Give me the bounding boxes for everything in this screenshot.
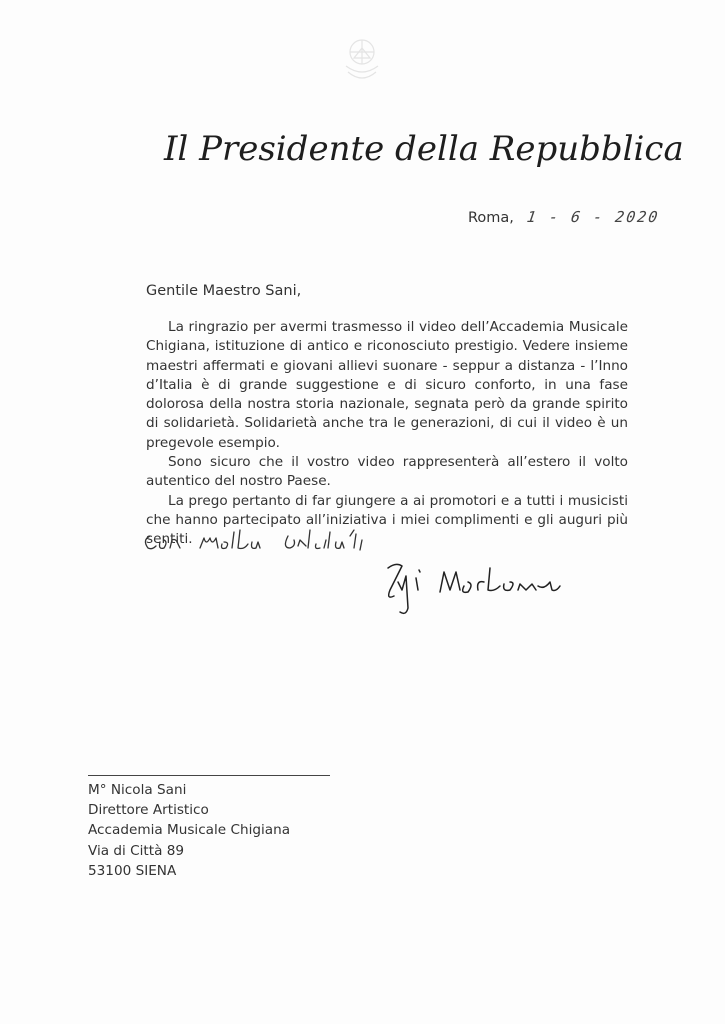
body-paragraph-2-text: Sono sicuro che il vostro video rappresenterà all’estero il volto autentico del nostro Paese. [146, 454, 628, 490]
recipient-street: Via di Città 89 [88, 842, 185, 859]
address-divider [88, 775, 330, 776]
letterhead-title [160, 120, 684, 180]
date-city: Roma, [468, 210, 514, 226]
emblem-seal-icon [332, 30, 392, 90]
recipient-city: 53100 SIENA [88, 862, 177, 879]
date-line [468, 208, 659, 226]
letterhead-title-text: Il Presidente della Repubblica [164, 129, 684, 169]
body-paragraph-2 [146, 453, 628, 492]
recipient-organization: Accademia Musicale Chigiana [88, 822, 291, 839]
body-paragraph-1-text: La ringrazio per avermi trasmesso il video dell’Accademia Musicale Chigiana, istituzione di antico e riconosciuto prestigio. Vedere insieme maestri affermati e giovani allievi suonare - seppur a distanza - l’Inno d’Italia è di grande suggestione e di sicuro conforto, in una fase dolorosa della nostra storia nazionale, segnata però da grande spirito di solidarietà. Solidarietà anche tra le generazioni, di cui il video è un pregevole esempio. [146, 319, 628, 451]
recipient-name: M° Nicola Sani [88, 782, 187, 798]
salutation: Gentile Maestro Sani, [146, 283, 302, 299]
handwritten-signature-block [140, 520, 600, 630]
recipient-address [88, 780, 290, 881]
body-paragraph-1 [146, 318, 628, 453]
recipient-title: Direttore Artistico [88, 802, 209, 819]
signature [388, 564, 560, 613]
letter-body [146, 318, 628, 550]
handwritten-closing [145, 530, 362, 550]
body-paragraph-3-text: La prego pertanto di far giungere a ai promotori e a tutti i musicisti che hanno partecipato all’iniziativa i miei complimenti e gli auguri più sentiti. [146, 492, 628, 548]
handwritten-date: 1 - 6 - 2020 [525, 208, 661, 226]
